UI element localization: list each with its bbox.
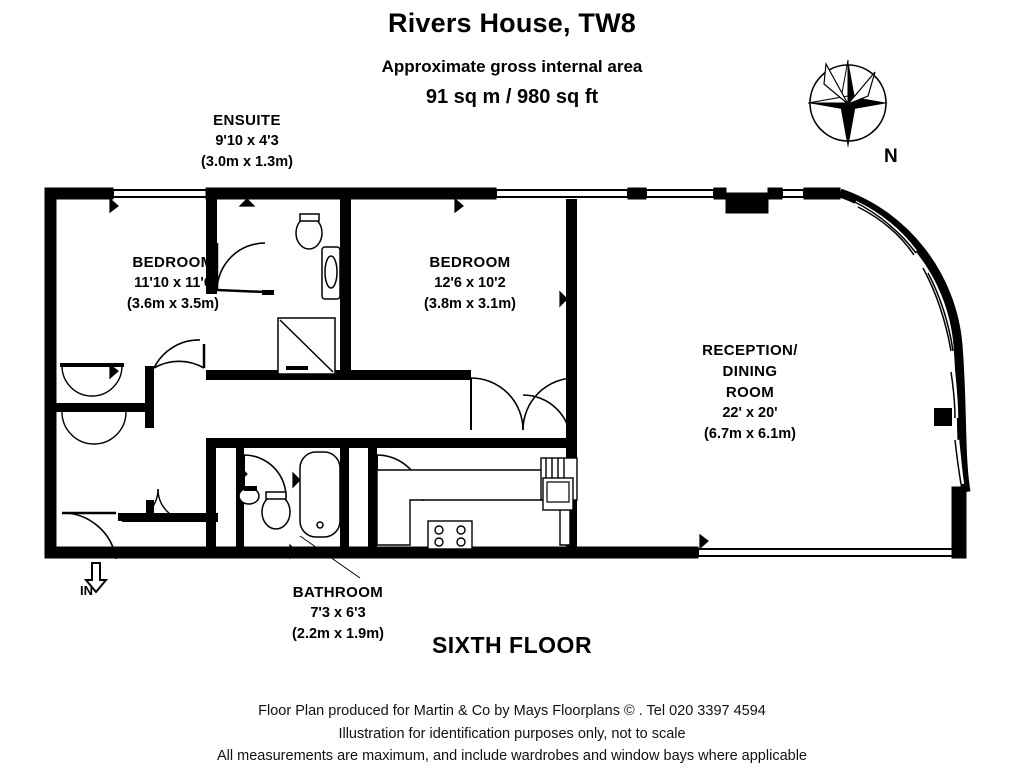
kitchen-fixtures bbox=[377, 458, 577, 549]
reception-name-line1: RECEPTION/ bbox=[702, 342, 798, 359]
ensuite-metric: (3.0m x 1.3m) bbox=[201, 154, 293, 170]
room-label-ensuite bbox=[157, 110, 337, 173]
bedroom-2-metric: (3.8m x 3.1m) bbox=[424, 296, 516, 312]
ensuite-name: ENSUITE bbox=[213, 112, 281, 129]
bedroom-1-metric: (3.6m x 3.5m) bbox=[127, 296, 219, 312]
footer-line-2: Illustration for identification purposes only, not to scale bbox=[338, 726, 686, 742]
toilet-icon bbox=[296, 217, 322, 249]
footer-line-3: All measurements are maximum, and include wardrobes and window bays where applicable bbox=[217, 748, 807, 764]
curved-bay-windows bbox=[853, 201, 965, 484]
page-title: Rivers House, TW8 bbox=[388, 8, 636, 38]
room-label-bedroom-1 bbox=[78, 252, 268, 315]
area-subtitle: Approximate gross internal area bbox=[381, 57, 643, 76]
reception-name-line2: DINING bbox=[722, 363, 778, 380]
bedroom-2-imperial: 12'6 x 10'2 bbox=[434, 275, 506, 291]
floor-label: SIXTH FLOOR bbox=[431, 632, 593, 658]
ensuite-imperial: 9'10 x 4'3 bbox=[215, 133, 279, 149]
ensuite-fixtures bbox=[278, 214, 340, 374]
compass-north-label: N bbox=[884, 146, 898, 167]
bathroom-name: BATHROOM bbox=[292, 584, 384, 601]
reception-name-line3: ROOM bbox=[725, 384, 775, 401]
bedroom-1-name: BEDROOM bbox=[132, 254, 214, 271]
toilet-icon bbox=[262, 495, 290, 529]
bedroom-1-imperial: 11'10 x 11'6 bbox=[134, 275, 212, 291]
bathroom-imperial: 7'3 x 6'3 bbox=[310, 605, 366, 621]
hob-icon bbox=[428, 521, 472, 549]
bedroom-2-name: BEDROOM bbox=[429, 254, 511, 271]
gross-internal-area: 91 sq m / 980 sq ft bbox=[425, 86, 599, 108]
room-label-reception-dining bbox=[655, 340, 845, 445]
compass-rose bbox=[808, 60, 888, 148]
entrance-label: IN bbox=[80, 583, 93, 598]
bathroom-metric: (2.2m x 1.9m) bbox=[292, 626, 384, 642]
room-label-bedroom-2 bbox=[375, 252, 565, 315]
reception-metric: (6.7m x 6.1m) bbox=[704, 426, 796, 442]
reception-imperial: 22' x 20' bbox=[722, 405, 778, 421]
footer-line-1: Floor Plan produced for Martin & Co by Mays Floorplans © . Tel 020 3397 4594 bbox=[258, 703, 766, 719]
